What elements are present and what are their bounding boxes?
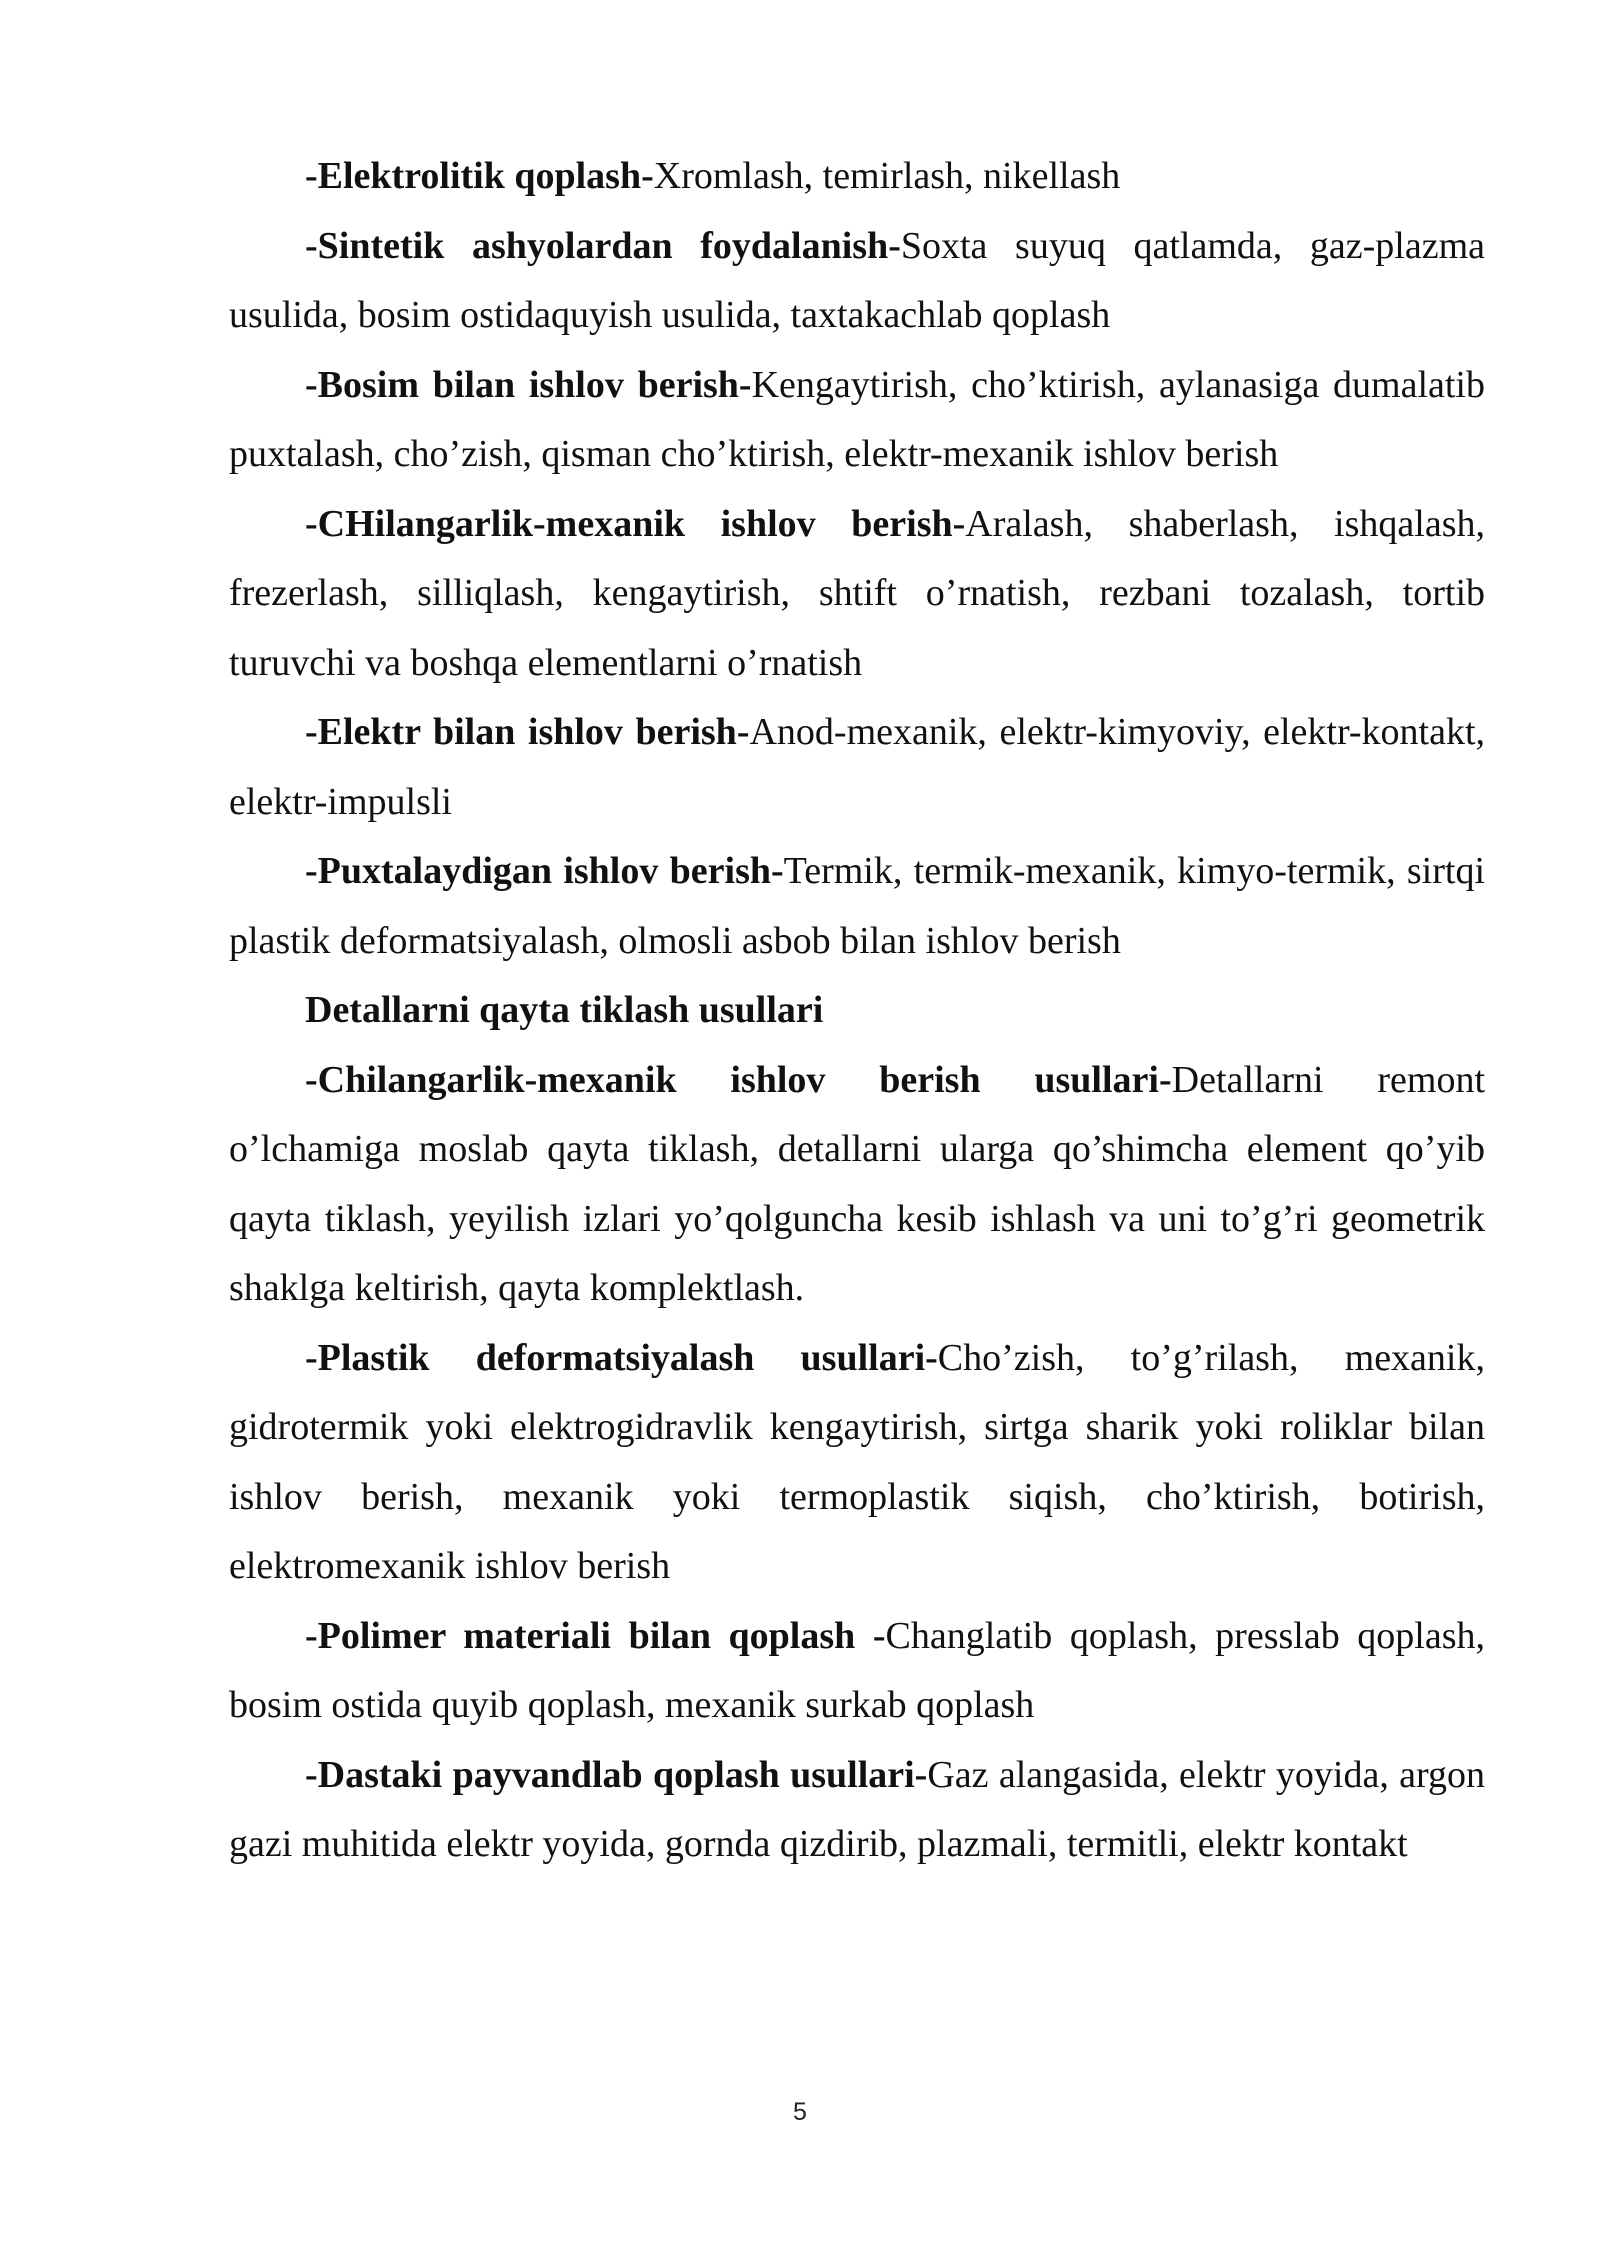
paragraph-term: -Bosim bilan ishlov berish- (305, 363, 752, 406)
method-manual-welding (229, 1741, 1485, 1880)
method-term: -Polimer materiali bilan qoplash - (305, 1614, 886, 1657)
paragraph-electrolytic-coating (229, 142, 1485, 212)
page-body (229, 142, 1485, 1880)
method-text: Detallarni remont o’lchamiga moslab qayta tiklash, detallarni ularga qo’shimcha element qo’yib qayta tiklash, yeyilish izlari yo’qolguncha kesib ishlash va uni to’g’ri geometrik shaklga keltirish, qayta komplektlash. (229, 1058, 1486, 1309)
paragraph-term: -CHilangarlik-mexanik ishlov berish- (305, 502, 966, 545)
paragraph-term: -Elektr bilan ishlov berish- (305, 711, 750, 753)
method-text: Gaz alangasida, elektr yoyida, argon gazi muhitida elektr yoyida, gornda qizdirib, plazmali, termitli, elektr kontakt (229, 1753, 1485, 1865)
paragraph-term: -Puxtalaydigan ishlov berish- (305, 850, 784, 892)
paragraph-pressure-processing (229, 351, 1485, 490)
paragraph-locksmith-mechanical (229, 490, 1485, 699)
paragraph-text: Termik, termik-mexanik, kimyo-termik, sirtqi plastik deformatsiyalash, olmosli asbob bilan ishlov berish (229, 850, 1485, 962)
method-term: -Chilangarlik-mexanik ishlov berish usullari- (305, 1058, 1172, 1101)
page-number: 5 (793, 2098, 807, 2126)
paragraph-text: Aralash, shaberlash, ishqalash, frezerlash, silliqlash, kengaytirish, shtift o’rnatish, rezbani tozalash, tortib turuvchi va boshqa elementlarni o’rnatish (229, 502, 1485, 684)
paragraph-term: -Elektrolitik qoplash- (305, 155, 654, 197)
paragraph-text: Anod-mexanik, elektr-kimyoviy, elektr-kontakt, elektr-impulsli (229, 711, 1486, 823)
method-text: Changlatib qoplash, presslab qoplash, bosim ostida quyib qoplash, mexanik surkab qoplash (229, 1614, 1485, 1726)
paragraph-electrical-processing (229, 698, 1485, 837)
paragraph-text: Soxta suyuq qatlamda, gaz-plazma usulida, bosim ostidaquyish usulida, taxtakachlab qoplash (229, 224, 1485, 336)
method-polymer-coating (229, 1602, 1485, 1741)
method-text: Cho’zish, to’g’rilash, mexanik, gidrotermik yoki elektrogidravlik kengaytirish, sirtga sharik yoki roliklar bilan ishlov berish, mexanik yoki termoplastik siqish, cho’ktirish, botirish, elektromexanik ishlov berish (229, 1336, 1485, 1587)
paragraph-term: -Sintetik ashyolardan foydalanish- (305, 224, 901, 267)
method-plastic-deformation (229, 1324, 1485, 1602)
section-heading: Detallarni qayta tiklash usullari (305, 989, 824, 1031)
method-term: -Dastaki payvandlab qoplash usullari- (305, 1753, 928, 1796)
method-term: -Plastik deformatsiyalash usullari- (305, 1336, 938, 1379)
paragraph-text: Kengaytirish, cho’ktirish, aylanasiga dumalatib puxtalash, cho’zish, qisman cho’ktirish, elektr-mexanik ishlov berish (229, 363, 1485, 475)
paragraph-text: Xromlash, temirlash, nikellash (653, 155, 1121, 197)
method-locksmith-mechanical (229, 1046, 1485, 1324)
paragraph-synthetic-materials (229, 212, 1485, 351)
paragraph-hardening-processing (229, 837, 1485, 976)
